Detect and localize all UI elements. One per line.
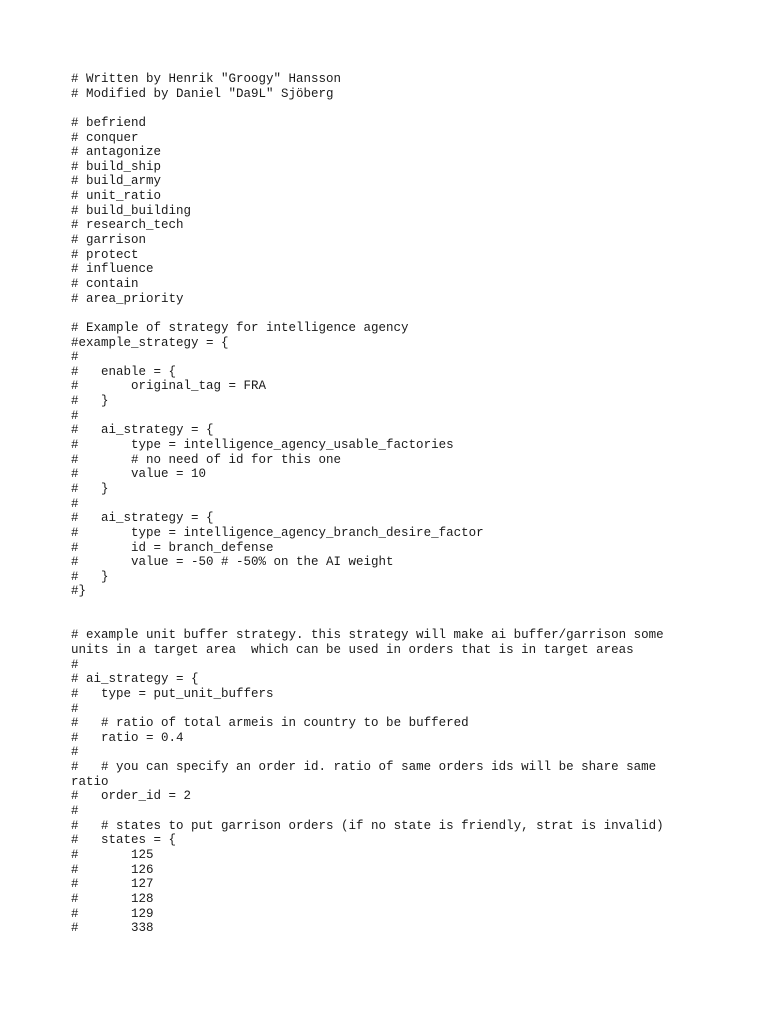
code-line [71, 614, 743, 629]
code-line: # befriend [71, 115, 147, 130]
code-line: # id = branch_defense [71, 540, 274, 555]
code-line: # protect [71, 247, 139, 262]
code-line: # antagonize [71, 145, 162, 160]
code-line: # 127 [71, 877, 154, 892]
code-line: # ai_strategy = { [71, 511, 214, 526]
code-line: # # ratio of total armeis in country to be buffered [71, 716, 469, 731]
code-line: # ratio = 0.4 [71, 730, 184, 745]
code-line: # ai_strategy = { [71, 423, 214, 438]
code-line: # 126 [71, 862, 154, 877]
code-line: # original_tag = FRA [71, 379, 267, 394]
code-line: # [71, 701, 79, 716]
code-line: #} [71, 584, 87, 599]
code-line: # } [71, 481, 109, 496]
code-line: # 338 [71, 921, 154, 936]
code-line: # Modified by Daniel "Da9L" Sjöberg [71, 86, 334, 101]
code-line: # Example of strategy for intelligence agency [71, 320, 409, 335]
code-line: # } [71, 394, 109, 409]
code-line: # type = put_unit_buffers [71, 686, 274, 701]
code-line: # [71, 657, 79, 672]
code-line: # conquer [71, 130, 139, 145]
code-line: # build_building [71, 203, 192, 218]
code-line: # build_army [71, 174, 162, 189]
code-line: # states = { [71, 833, 177, 848]
code-line: # contain [71, 276, 139, 291]
code-line: #example_strategy = { [71, 335, 229, 350]
code-line: # [71, 496, 79, 511]
code-line: # [71, 745, 79, 760]
code-line: # value = 10 [71, 467, 207, 482]
code-line: # unit_ratio [71, 189, 162, 204]
code-line: # order_id = 2 [71, 789, 192, 804]
code-line: # [71, 408, 79, 423]
code-line: # [71, 804, 79, 819]
code-line: # } [71, 569, 109, 584]
code-line: # area_priority [71, 291, 184, 306]
code-line: # research_tech [71, 218, 184, 233]
code-line: # type = intelligence_agency_branch_desire_factor [71, 525, 484, 540]
code-line [71, 599, 743, 614]
code-line: # garrison [71, 233, 147, 248]
code-line: # # no need of id for this one [71, 452, 342, 467]
code-line: ratio [71, 774, 109, 789]
code-line: # type = intelligence_agency_usable_factories [71, 438, 454, 453]
code-line: # value = -50 # -50% on the AI weight [71, 555, 394, 570]
code-text-block [71, 72, 743, 936]
code-line: # 129 [71, 906, 154, 921]
code-line: # ai_strategy = { [71, 672, 199, 687]
code-line: # build_ship [71, 159, 162, 174]
code-line: units in a target area which can be used in orders that is in target areas [71, 642, 634, 657]
code-line: # # you can specify an order id. ratio of same orders ids will be share same [71, 760, 657, 775]
code-line: # # states to put garrison orders (if no state is friendly, strat is invalid) [71, 818, 664, 833]
code-line: # enable = { [71, 364, 177, 379]
code-line [71, 306, 743, 321]
code-line: # Written by Henrik "Groogy" Hansson [71, 72, 342, 86]
code-line: # [71, 350, 79, 365]
code-line: # 125 [71, 847, 154, 862]
code-line [71, 101, 743, 116]
code-line: # 128 [71, 891, 154, 906]
code-line: # influence [71, 262, 154, 277]
code-line: # example unit buffer strategy. this strategy will make ai buffer/garrison some [71, 628, 664, 643]
